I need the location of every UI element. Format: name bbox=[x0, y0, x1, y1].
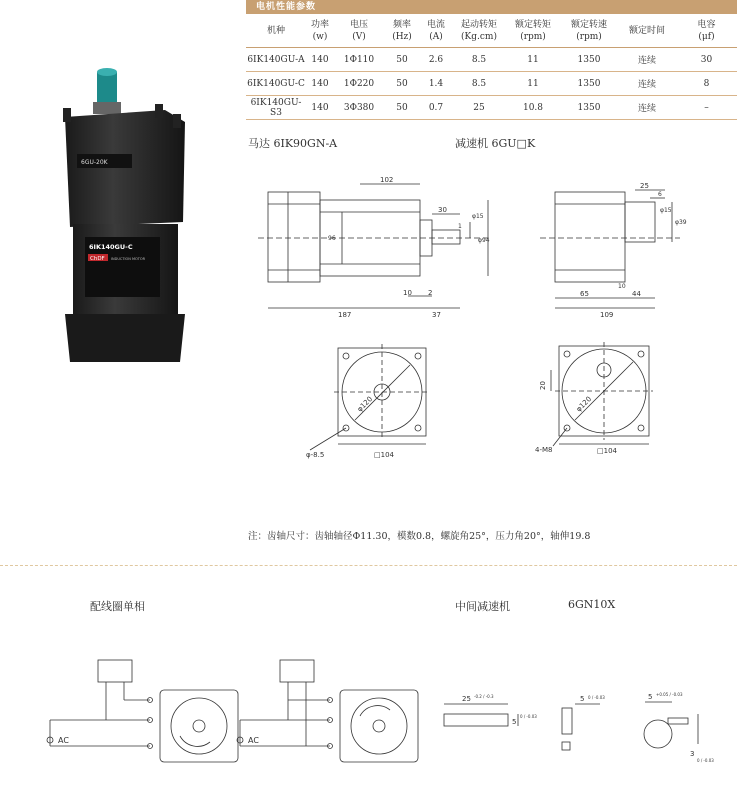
motor-photo bbox=[55, 62, 205, 372]
dim-10: 10 bbox=[403, 289, 412, 297]
gear-face-20: 20 bbox=[539, 381, 547, 390]
col-header: 频率 (Hz) bbox=[384, 15, 420, 48]
cell: 140 bbox=[306, 72, 334, 96]
middle-gear-drawings bbox=[440, 690, 730, 770]
motor-tag: INDUCTION MOTOR bbox=[111, 257, 146, 261]
table-row bbox=[246, 48, 737, 72]
cell: 连续 bbox=[618, 96, 676, 120]
cell: 1Φ110 bbox=[334, 48, 384, 72]
col-header: 机种 bbox=[246, 15, 306, 48]
gear-dim-6: 6 bbox=[658, 191, 662, 198]
gearbox-label: 6GU-20K bbox=[81, 159, 108, 166]
dim-37: 37 bbox=[432, 311, 441, 319]
motor-drawing-title: 马达 6IK90GN-A bbox=[248, 137, 338, 150]
dim-a: 25 bbox=[462, 695, 471, 703]
motor-face-size: □104 bbox=[374, 451, 394, 459]
gear-dim-44: 44 bbox=[632, 290, 641, 298]
gear-face-holes: 4-M8 bbox=[535, 446, 553, 454]
table-row bbox=[246, 96, 737, 120]
col-header: 额定时间 bbox=[618, 15, 676, 48]
cell: 50 bbox=[384, 72, 420, 96]
wiring-title: 配线圈单相 bbox=[90, 600, 145, 613]
cell: 连续 bbox=[618, 72, 676, 96]
gear-dim-15: φ15 bbox=[660, 207, 672, 214]
cell: 25 bbox=[452, 96, 506, 120]
dim-30: 30 bbox=[438, 206, 447, 214]
gearbox-body bbox=[65, 110, 185, 227]
brand-logo: ChDF bbox=[90, 256, 105, 262]
dim-e-tol: 0 / -0.03 bbox=[697, 758, 714, 763]
cell: 1350 bbox=[560, 48, 618, 72]
shaft-note: 注：齿轴尺寸：齿轴轴径Φ11.30，模数0.8，螺旋角25°，压力角20°，轴伸19.8 bbox=[248, 531, 591, 542]
gear-face-size: □104 bbox=[597, 447, 617, 455]
col-header: 起动转矩 (Kg.cm) bbox=[452, 15, 506, 48]
gear-dim-65: 65 bbox=[580, 290, 589, 298]
dim-102: 102 bbox=[380, 176, 394, 184]
cell: 140 bbox=[306, 96, 334, 120]
motor-side-drawing bbox=[258, 172, 498, 320]
dim-2: 2 bbox=[428, 289, 433, 297]
cell: 0.7 bbox=[420, 96, 452, 120]
ac-label-1: AC bbox=[58, 736, 69, 745]
cell: 8.5 bbox=[452, 48, 506, 72]
capacitor-icon bbox=[280, 660, 314, 682]
motor-label: 6IK140GU-C bbox=[89, 243, 133, 251]
motor-face-hole: φ-8.5 bbox=[306, 451, 325, 459]
dim-187: 187 bbox=[338, 311, 352, 319]
gearbox-side-drawing bbox=[540, 172, 700, 320]
cell: 50 bbox=[384, 96, 420, 120]
cell: 1350 bbox=[560, 96, 618, 120]
dim-e: 3 bbox=[690, 750, 695, 758]
col-header: 额定转速 (rpm) bbox=[560, 15, 618, 48]
motor-face-drawing bbox=[300, 340, 440, 465]
cell: 50 bbox=[384, 48, 420, 72]
dim-1: 1 bbox=[458, 223, 462, 230]
motor-base bbox=[65, 314, 185, 362]
shaft bbox=[97, 72, 117, 104]
dim-94: φ94 bbox=[478, 237, 490, 244]
dim-d-tol: +0.05 / -0.03 bbox=[656, 692, 683, 697]
col-header: 额定转矩 (rpm) bbox=[506, 15, 560, 48]
ac-label-2: AC bbox=[248, 736, 259, 745]
cell: 连续 bbox=[618, 48, 676, 72]
cell: 10.8 bbox=[506, 96, 560, 120]
gear-dim-109: 109 bbox=[600, 311, 614, 319]
cell: 6IK140GU-A bbox=[246, 48, 306, 72]
cell: 2.6 bbox=[420, 48, 452, 72]
dim-15: φ15 bbox=[472, 213, 484, 220]
capacitor-icon bbox=[98, 660, 132, 682]
motor-face-pcd: φ120 bbox=[355, 395, 375, 414]
col-header: 电流 (A) bbox=[420, 15, 452, 48]
gear-face-drawing bbox=[535, 340, 665, 465]
cell: 6IK140GU-C bbox=[246, 72, 306, 96]
cell: 140 bbox=[306, 48, 334, 72]
cell: 1.4 bbox=[420, 72, 452, 96]
cell: 30 bbox=[676, 48, 737, 72]
spec-table bbox=[246, 15, 737, 120]
table-header-row bbox=[246, 15, 737, 48]
gearbox-drawing-title: 减速机 6GU□K bbox=[455, 137, 536, 150]
spec-table-title: 电机性能参数 bbox=[246, 0, 737, 14]
cell: 1Φ220 bbox=[334, 72, 384, 96]
cell: – bbox=[676, 96, 737, 120]
col-header: 功率 (w) bbox=[306, 15, 334, 48]
dim-b: 5 bbox=[512, 718, 517, 726]
gear-dim-39: φ39 bbox=[675, 219, 687, 226]
cell: 6IK140GU-S3 bbox=[246, 96, 306, 120]
cell: 11 bbox=[506, 72, 560, 96]
wiring-diagram-2 bbox=[230, 650, 430, 775]
gear-dim-10: 10 bbox=[618, 283, 626, 290]
middle-gear-model: 6GN10X bbox=[568, 598, 616, 611]
dim-96: 96 bbox=[328, 235, 336, 242]
middle-gear-title: 中间减速机 bbox=[455, 600, 510, 613]
gear-dim-25: 25 bbox=[640, 182, 649, 190]
cell: 11 bbox=[506, 48, 560, 72]
cell: 8 bbox=[676, 72, 737, 96]
cell: 8.5 bbox=[452, 72, 506, 96]
cell: 3Φ380 bbox=[334, 96, 384, 120]
wiring-diagram-1 bbox=[40, 650, 245, 775]
dim-c-tol: 0 / -0.03 bbox=[588, 695, 605, 700]
dim-a-tol: -0.2 / -0.3 bbox=[474, 694, 494, 699]
section-divider bbox=[0, 565, 737, 566]
table-row bbox=[246, 72, 737, 96]
cell: 1350 bbox=[560, 72, 618, 96]
col-header: 电容 (μf) bbox=[676, 15, 737, 48]
dim-b-tol: 0 / -0.03 bbox=[520, 714, 537, 719]
dim-c: 5 bbox=[580, 695, 585, 703]
dim-d: 5 bbox=[648, 693, 653, 701]
gear-face-pcd: φ120 bbox=[574, 395, 594, 414]
col-header: 电压 (V) bbox=[334, 15, 384, 48]
